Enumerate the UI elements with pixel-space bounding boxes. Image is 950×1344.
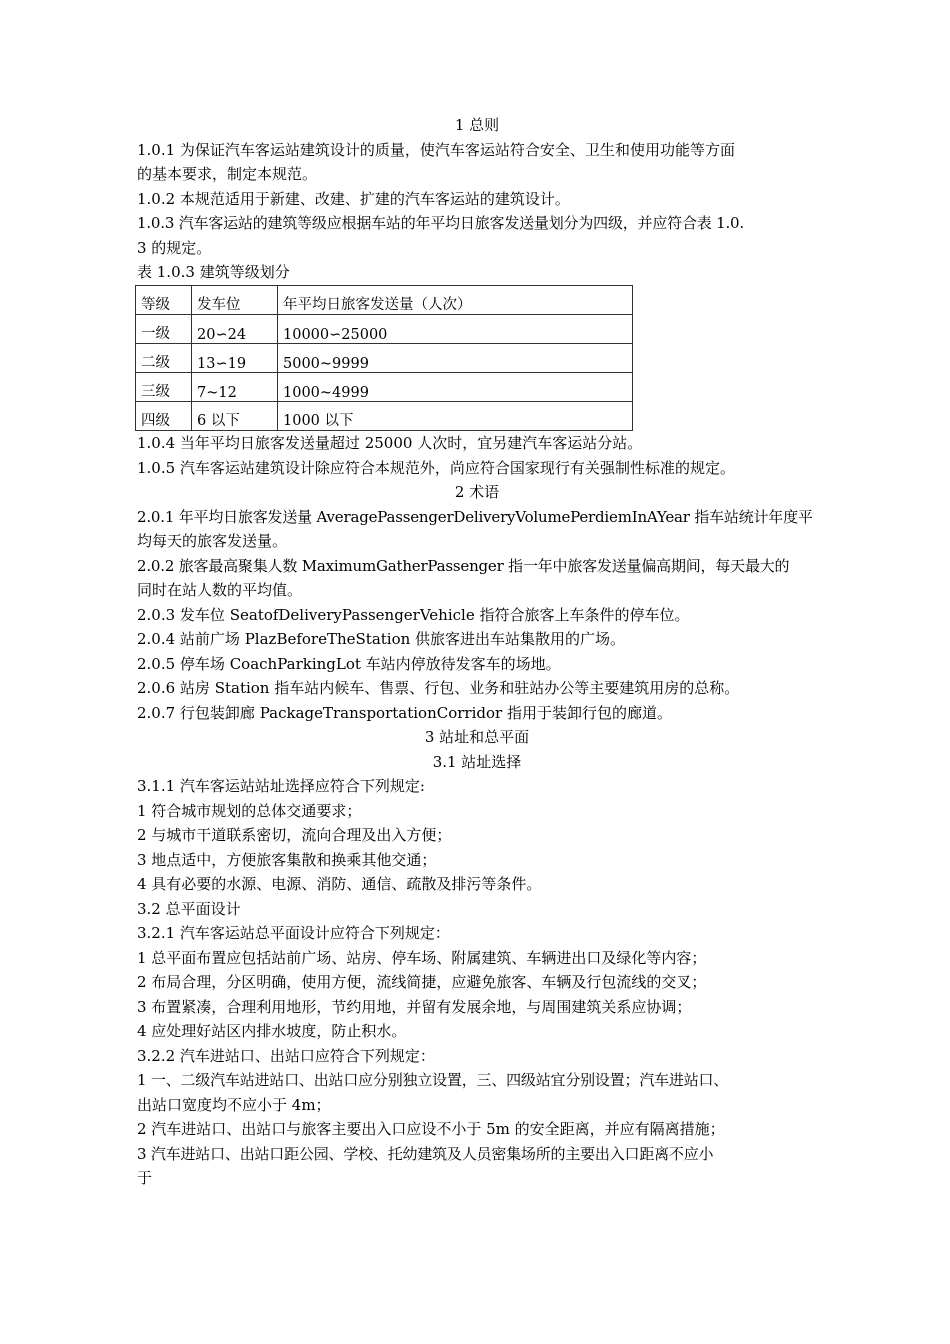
- section-1: [137, 113, 817, 285]
- paragraph-line: 3.2 总平面设计: [137, 899, 241, 918]
- table-header-cell: 等级: [136, 286, 192, 315]
- table-header-row: [136, 286, 633, 315]
- paragraph-line: 1.0.1 为保证汽车客运站建筑设计的质量，使汽车客运站符合安全、卫生和使用功能等方面: [137, 140, 735, 159]
- paragraph-line: 2 汽车进站口、出站口与旅客主要出入口应设不小于 5m 的安全距离，并应有隔离措施；: [137, 1120, 725, 1138]
- paragraph-line: 3.1.1 汽车客运站站址选择应符合下列规定:: [137, 777, 425, 795]
- section-3-title: 3 站址和总平面: [424, 728, 530, 746]
- table-header-cell: 年平均日旅客发送量（人次）: [278, 286, 633, 315]
- paragraph-line: 出站口宽度均不应小于 4m；: [137, 1095, 331, 1114]
- table-cell: 二级: [136, 344, 192, 373]
- paragraph-line: 3 布置紧凑，合理利用地形，节约用地，并留有发展余地，与周围建筑关系应协调；: [137, 997, 692, 1016]
- table-caption: 表 1.0.3 建筑等级划分: [137, 263, 290, 281]
- paragraph-line: 4 具有必要的水源、电源、消防、通信、疏散及排污等条件。: [137, 875, 542, 893]
- table-cell: 6 以下: [192, 402, 278, 431]
- paragraph-line: 于: [137, 1169, 153, 1187]
- paragraph-line: 2.0.2 旅客最高聚集人数 MaximumGatherPassenger 指一年中旅客发送量偏高期间，每天最大的: [137, 556, 790, 575]
- section-2-title: 2 术语: [454, 483, 500, 501]
- paragraph-line: 1.0.5 汽车客运站建筑设计除应符合本规范外，尚应符合国家现行有关强制性标准的规定。: [137, 458, 735, 477]
- paragraph-line: 3.2.2 汽车进站口、出站口应符合下列规定：: [137, 1046, 435, 1065]
- paragraph-line: 1 一、二级汽车站进站口、出站口应分别独立设置，三、四级站宜分别设置；汽车进站口、: [137, 1071, 729, 1089]
- paragraph-line: 2 布局合理，分区明确，使用方便，流线简捷，应避免旅客、车辆及行包流线的交叉；: [137, 973, 707, 991]
- paragraph-line: 2.0.6 站房 Station 指车站内候车、售票、行包、业务和驻站办公等主要建筑用房的总称。: [137, 679, 740, 697]
- table-row: [136, 344, 633, 373]
- table-cell: 10000∽25000: [278, 315, 633, 344]
- paragraph-line: 2.0.3 发车位 SeatofDeliveryPassengerVehicle 指符合旅客上车条件的停车位。: [137, 605, 690, 624]
- paragraph-line: 2.0.4 站前广场 PlazBeforeTheStation 供旅客进出车站集散用的广场。: [137, 630, 626, 648]
- paragraph-line: 3 地点适中，方便旅客集散和换乘其他交通；: [137, 850, 437, 869]
- section-3-1-subtitle: 3.1 站址选择: [432, 752, 522, 771]
- paragraph-line: 2.0.7 行包装卸廊 PackageTransportationCorridor 指用于装卸行包的廊道。: [137, 703, 672, 722]
- table-row: [136, 373, 633, 402]
- table-cell: 1000 以下: [278, 402, 633, 431]
- paragraph-line: 4 应处理好站区内排水坡度，防止积水。: [137, 1022, 407, 1040]
- paragraph-line: 1 总平面布置应包括站前广场、站房、停车场、附属建筑、车辆进出口及绿化等内容；: [137, 948, 707, 967]
- paragraph-line: 3 的规定。: [137, 238, 212, 257]
- table-cell: 四级: [136, 402, 192, 431]
- table-header-cell: 发车位: [192, 286, 278, 315]
- table-cell: 三级: [136, 373, 192, 402]
- table-cell: 1000~4999: [278, 373, 633, 402]
- table-cell: 20∽24: [192, 315, 278, 344]
- paragraph-line: 1.0.2 本规范适用于新建、改建、扩建的汽车客运站的建筑设计。: [137, 189, 570, 208]
- table-cell: 5000~9999: [278, 344, 633, 373]
- table-row: [136, 315, 633, 344]
- paragraph-line: 的基本要求，制定本规范。: [137, 165, 318, 183]
- paragraph-line: 2.0.1 年平均日旅客发送量 AveragePassengerDeliveryVolumePerdiemInAYear 指车站统计年度平: [137, 507, 813, 526]
- table-row: [136, 402, 633, 431]
- paragraph-line: 2 与城市干道联系密切，流向合理及出入方便；: [137, 826, 452, 844]
- paragraph-line: 同时在站人数的平均值。: [137, 581, 303, 599]
- paragraph-line: 1 符合城市规划的总体交通要求；: [137, 801, 362, 820]
- paragraph-line: 1.0.4 当年平均日旅客发送量超过 25000 人次时，宜另建汽车客运站分站。: [137, 434, 643, 452]
- paragraph-line: 3.2.1 汽车客运站总平面设计应符合下列规定：: [137, 924, 450, 942]
- table-cell: 一级: [136, 315, 192, 344]
- paragraph-line: 1.0.3 汽车客运站的建筑等级应根据车站的年平均日旅客发送量划分为四级，并应符合表 1.0.: [137, 214, 744, 232]
- paragraph-line: 2.0.5 停车场 CoachParkingLot 车站内停放待发客车的场地。: [137, 654, 561, 673]
- paragraph-line: 均每天的旅客发送量。: [137, 532, 288, 550]
- section-body: [137, 431, 817, 1191]
- paragraph-line: 3 汽车进站口、出站口距公园、学校、托幼建筑及人员密集场所的主要出入口距离不应小: [137, 1144, 714, 1163]
- section-1-title: 1 总则: [454, 116, 500, 134]
- grade-table: [135, 285, 633, 431]
- table-cell: 13∽19: [192, 344, 278, 373]
- table-cell: 7~12: [192, 373, 278, 402]
